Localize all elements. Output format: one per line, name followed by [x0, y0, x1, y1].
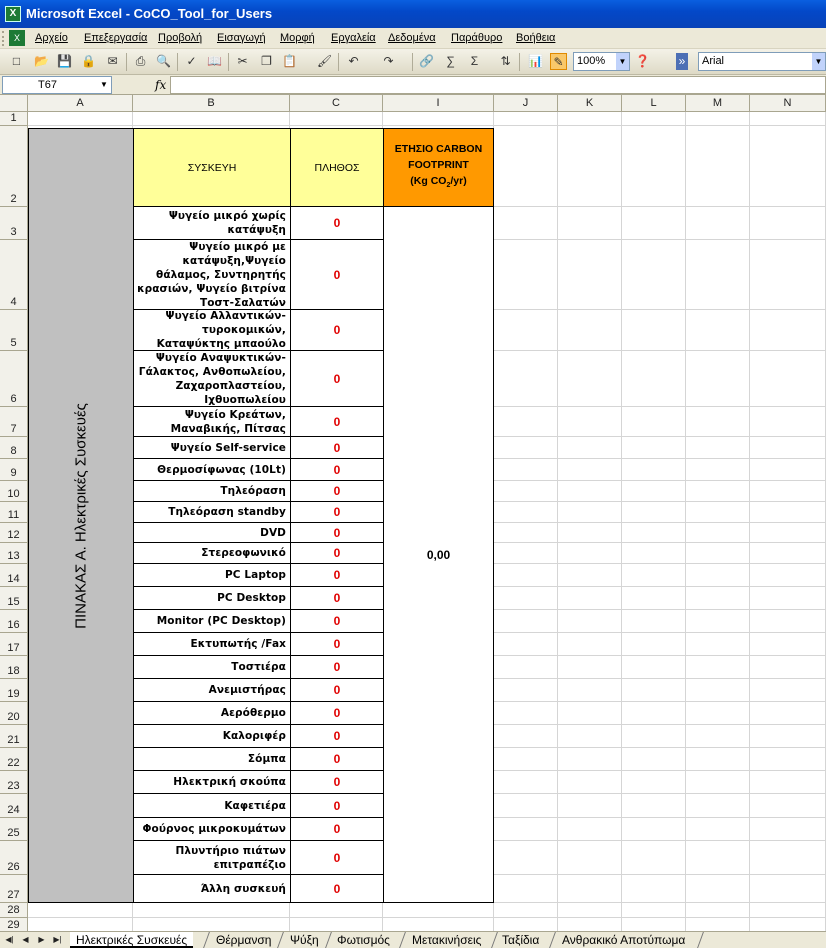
device-name-cell [133, 609, 291, 633]
row-header-24[interactable] [0, 794, 28, 818]
worksheet-grid[interactable] [0, 95, 826, 931]
row-number: 3 [10, 226, 17, 238]
permission-icon[interactable]: 🔒 [81, 54, 96, 68]
quantity-cell[interactable] [290, 609, 384, 633]
device-name-cell [133, 747, 291, 771]
header-carbon-footprint [383, 128, 494, 207]
column-header-m[interactable]: M [686, 95, 750, 112]
device-name-cell [133, 542, 291, 564]
gridline-horizontal [28, 917, 826, 918]
gridline-horizontal [28, 125, 826, 126]
device-name: Σόμπα [247, 753, 286, 765]
device-name: Τηλεόραση standby [168, 506, 286, 518]
hyperlink-icon[interactable]: 🔗 [419, 54, 434, 68]
row-header-16[interactable] [0, 610, 28, 633]
device-name: Ψυγείο Κρεάτων, Μαναβικής, Πίτσας [170, 408, 286, 435]
menu-grip-handle[interactable] [2, 31, 5, 46]
device-name: PC Laptop [225, 569, 286, 581]
toolbar-options-icon[interactable]: » [676, 53, 688, 70]
row-number: 19 [7, 688, 20, 700]
row-header-11[interactable] [0, 502, 28, 523]
quantity-cell[interactable] [290, 632, 384, 656]
row-header-21[interactable] [0, 725, 28, 748]
side-label-box [28, 128, 134, 903]
quantity-cell[interactable] [290, 309, 384, 351]
font-value: Arial [702, 55, 725, 67]
quantity-value: 0 [333, 414, 341, 429]
device-name: Ηλεκτρική σκούπα [173, 776, 286, 788]
name-box[interactable] [2, 76, 112, 94]
quantity-cell[interactable] [290, 817, 384, 841]
redo-icon[interactable]: ↷ [383, 54, 394, 68]
device-name-cell [133, 701, 291, 725]
quantity-cell[interactable] [290, 840, 384, 875]
quantity-cell[interactable] [290, 724, 384, 748]
quantity-cell[interactable] [290, 542, 384, 564]
name-box-value: T67 [38, 79, 57, 91]
quantity-cell[interactable] [290, 350, 384, 407]
quantity-value: 0 [333, 505, 341, 519]
sheet-tab-trips[interactable]: Ταξίδια [502, 933, 540, 947]
row-number: 17 [7, 642, 20, 654]
save-icon[interactable]: 💾 [57, 54, 72, 68]
quantity-cell[interactable] [290, 501, 384, 523]
row-header-2[interactable] [0, 126, 28, 207]
row-number: 11 [7, 509, 20, 521]
device-name: Καλοριφέρ [222, 730, 286, 742]
menu-data[interactable]: Δεδομένα [388, 32, 436, 44]
quantity-value: 0 [333, 216, 341, 230]
quantity-value: 0 [333, 591, 341, 605]
menu-view[interactable]: Προβολή [158, 32, 203, 44]
device-name: Θερμοσίφωνας (10Lt) [157, 463, 286, 476]
device-name-cell [133, 480, 291, 502]
device-name-cell [133, 817, 291, 841]
row-number: 20 [7, 711, 20, 723]
copy-icon[interactable]: ❐ [261, 54, 272, 68]
row-header-1[interactable] [0, 112, 28, 126]
header-cf-title: ΕΤΗΣΙΟ CARBON FOOTPRINT [394, 142, 483, 171]
row-number: 26 [7, 861, 20, 873]
row-header-6[interactable] [0, 351, 28, 407]
title-bar [0, 0, 826, 28]
row-header-20[interactable] [0, 702, 28, 725]
row-number: 4 [10, 296, 17, 308]
quantity-cell[interactable] [290, 522, 384, 543]
quantity-cell[interactable] [290, 770, 384, 794]
quantity-cell[interactable] [290, 563, 384, 587]
menu-file[interactable]: Αρχείο [35, 32, 68, 44]
device-name: Ανεμιστήρας [208, 684, 286, 696]
sheet-tab-bar [0, 931, 826, 948]
cut-icon[interactable]: ✂ [237, 54, 248, 68]
quantity-value: 0 [333, 371, 341, 386]
quantity-cell[interactable] [290, 406, 384, 437]
menu-format[interactable]: Μορφή [280, 32, 315, 44]
row-header-25[interactable] [0, 818, 28, 841]
format-painter-icon[interactable]: 🖌 [316, 54, 333, 68]
quantity-cell[interactable] [290, 793, 384, 818]
paste-icon[interactable]: 📋 [282, 54, 297, 68]
header-quantity-text: ΠΛΗΘΟΣ [314, 161, 360, 174]
device-name: PC Desktop [217, 592, 286, 604]
quantity-value: 0 [333, 775, 341, 789]
device-name: Ψυγείο Αλλαντικών-τυροκομικών, Καταψύκτης μπαούλο [156, 310, 286, 350]
sheet-tab-carbon-footprint[interactable]: Ανθρακικό Αποτύπωμα [562, 933, 686, 947]
device-name: DVD [260, 526, 286, 539]
sheet-tab-heating[interactable]: Θέρμανση [216, 933, 272, 947]
quantity-cell[interactable] [290, 678, 384, 702]
next-sheet-icon[interactable]: ▶ [38, 935, 45, 944]
device-name: Ψυγείο μικρό με κατάψυξη,Ψυγείο θάλαμος, Συντηρητής κρασιών, Ψυγείο βιτρίνα Τοστ-Σαλατών [137, 240, 286, 309]
menu-bar [0, 28, 826, 49]
formula-input[interactable] [170, 76, 826, 94]
device-name-cell [133, 350, 291, 407]
menu-edit[interactable]: Επεξεργασία [84, 32, 148, 44]
device-name-cell [133, 632, 291, 656]
quantity-value: 0 [333, 706, 341, 720]
row-number: 29 [7, 919, 20, 931]
quantity-cell[interactable] [290, 747, 384, 771]
row-number: 21 [7, 734, 20, 746]
chevron-down-icon[interactable]: ▼ [100, 80, 108, 89]
column-header-b[interactable]: B [133, 95, 290, 112]
undo-icon[interactable]: ↶ [348, 54, 359, 68]
row-header-3[interactable] [0, 207, 28, 240]
header-device-text: ΣΥΣΚΕΥΗ [187, 161, 237, 174]
menu-help[interactable]: Βοήθεια [516, 32, 556, 44]
device-name-cell [133, 309, 291, 351]
side-label-text: ΠΙΝΑΚΑΣ Α. Ηλεκτρικές Συσκευές [72, 402, 90, 629]
row-number: 7 [10, 423, 17, 435]
sheet-tab-electrical[interactable]: Ηλεκτρικές Συσκευές [70, 932, 193, 948]
quantity-cell[interactable] [290, 586, 384, 610]
row-header-27[interactable] [0, 875, 28, 903]
last-sheet-icon[interactable]: ▶| [53, 935, 62, 944]
row-header-22[interactable] [0, 748, 28, 771]
row-number: 18 [7, 665, 20, 677]
header-cf-unit-pre: (Kg CO [410, 174, 447, 187]
header-cf-unit [410, 173, 466, 194]
sheet-tab-lighting[interactable]: Φωτισμός [337, 933, 390, 947]
quantity-value: 0 [333, 683, 341, 697]
font-select[interactable] [698, 52, 826, 71]
row-number: 1 [10, 112, 17, 124]
select-all-corner[interactable] [0, 95, 28, 112]
device-name: Αερόθερμο [220, 707, 286, 719]
row-number: 24 [7, 804, 20, 816]
row-header-4[interactable] [0, 240, 28, 310]
quantity-value: 0 [333, 637, 341, 651]
row-number: 9 [10, 467, 17, 479]
zoom-value: 100% [577, 55, 606, 67]
quantity-cell[interactable] [290, 655, 384, 679]
row-number: 8 [10, 445, 17, 457]
quantity-cell[interactable] [290, 458, 384, 481]
row-header-9[interactable] [0, 459, 28, 481]
device-name: Monitor (PC Desktop) [156, 615, 286, 627]
device-name-cell [133, 655, 291, 679]
quantity-value: 0 [333, 484, 341, 498]
row-header-29[interactable] [0, 918, 28, 931]
quantity-value: 0 [333, 752, 341, 766]
row-number: 5 [10, 337, 17, 349]
new-icon[interactable]: □ [12, 54, 21, 68]
row-number: 22 [7, 757, 20, 769]
quantity-value: 0 [333, 614, 341, 628]
quantity-cell[interactable] [290, 436, 384, 459]
quantity-value: 0 [333, 267, 341, 282]
quantity-value: 0 [333, 568, 341, 582]
quantity-value: 0 [333, 525, 341, 540]
prev-sheet-icon[interactable]: ◀ [22, 935, 29, 944]
quantity-cell[interactable] [290, 480, 384, 502]
device-name: Άλλη συσκευή [200, 882, 286, 895]
quantity-cell[interactable] [290, 701, 384, 725]
row-number: 23 [7, 780, 20, 792]
workbook-icon[interactable]: X [9, 30, 25, 46]
row-number: 15 [7, 596, 20, 608]
row-number: 14 [7, 573, 20, 585]
row-header-18[interactable] [0, 656, 28, 679]
chevron-down-icon[interactable]: ▼ [812, 53, 825, 70]
row-header-23[interactable] [0, 771, 28, 794]
row-header-8[interactable] [0, 437, 28, 459]
carbon-footprint-total-cell [383, 206, 494, 903]
device-name: Φούρνος μικροκυμάτων [142, 823, 286, 835]
quantity-value: 0 [333, 729, 341, 743]
row-header-13[interactable] [0, 543, 28, 564]
row-number: 27 [7, 889, 20, 901]
row-header-17[interactable] [0, 633, 28, 656]
device-name-cell [133, 586, 291, 610]
zoom-select[interactable] [573, 52, 630, 71]
chevron-down-icon[interactable]: ▼ [616, 53, 629, 70]
row-number: 2 [10, 193, 17, 205]
device-name-cell [133, 458, 291, 481]
menu-tools[interactable]: Εργαλεία [331, 32, 376, 44]
quantity-value: 0 [333, 822, 341, 836]
row-number: 16 [7, 619, 20, 631]
header-cf-unit-sub: 2 [446, 182, 451, 190]
formula-bar [0, 75, 826, 95]
column-header-i[interactable]: I [383, 95, 494, 112]
device-name: Πλυντήριο πιάτων επιτραπέζιο [175, 844, 286, 871]
sum-icon[interactable]: ∑ [446, 54, 455, 68]
device-name: Ψυγείο Self-service [170, 441, 286, 454]
first-sheet-icon[interactable]: ◀| [5, 935, 14, 944]
header-cf-unit-post: /yr) [450, 174, 467, 187]
chart-wizard-icon[interactable]: 📊 [528, 54, 543, 68]
print-icon[interactable]: ⎙ [135, 54, 146, 68]
column-header-n[interactable]: N [750, 95, 826, 112]
device-name-cell [133, 840, 291, 875]
column-header-l[interactable]: L [622, 95, 686, 112]
device-name-cell [133, 206, 291, 240]
menu-window[interactable]: Παράθυρο [451, 32, 503, 44]
row-header-12[interactable] [0, 523, 28, 543]
quantity-value: 0 [333, 462, 341, 477]
open-icon[interactable]: 📂 [34, 54, 49, 68]
column-header-c[interactable]: C [290, 95, 383, 112]
device-name-cell [133, 770, 291, 794]
window-title: Microsoft Excel - CoCO_Tool_for_Users [26, 6, 273, 21]
device-name-cell [133, 874, 291, 903]
row-header-15[interactable] [0, 587, 28, 610]
standard-toolbar [0, 49, 826, 75]
device-name-cell [133, 501, 291, 523]
row-number: 13 [7, 550, 20, 562]
excel-app-icon[interactable]: X [5, 6, 21, 22]
quantity-value: 0 [333, 660, 341, 674]
row-header-10[interactable] [0, 481, 28, 502]
header-quantity [290, 128, 384, 207]
row-header-7[interactable] [0, 407, 28, 437]
quantity-cell[interactable] [290, 874, 384, 903]
quantity-value: 0 [333, 323, 341, 337]
spelling-icon[interactable]: ✓ [186, 54, 197, 68]
row-number: 10 [7, 488, 20, 500]
quantity-value: 0 [333, 881, 341, 896]
device-name: Καφετιέρα [224, 799, 286, 812]
quantity-cell[interactable] [290, 206, 384, 240]
column-header-k[interactable]: K [558, 95, 622, 112]
device-name-cell [133, 793, 291, 818]
row-header-26[interactable] [0, 841, 28, 875]
row-header-5[interactable] [0, 310, 28, 351]
column-header-j[interactable]: J [494, 95, 558, 112]
device-name-cell [133, 239, 291, 310]
row-number: 6 [10, 393, 17, 405]
row-header-19[interactable] [0, 679, 28, 702]
quantity-value: 0 [333, 798, 341, 813]
column-header-a[interactable]: A [28, 95, 133, 112]
row-number: 12 [7, 529, 20, 541]
research-icon[interactable]: 📖 [207, 54, 222, 68]
quantity-value: 0 [333, 440, 341, 455]
help-icon[interactable]: ❓ [635, 54, 650, 68]
device-name-cell [133, 436, 291, 459]
quantity-value: 0 [333, 546, 341, 560]
quantity-cell[interactable] [290, 239, 384, 310]
insert-function-icon[interactable]: fx [155, 78, 167, 92]
row-number: 28 [7, 904, 20, 916]
sheet-tab-cooling[interactable]: Ψύξη [290, 933, 319, 947]
device-name: Ψυγείο Αναψυκτικών-Γάλακτος, Ανθοπωλείου, Ζαχαροπλαστείου, Ιχθυοπωλείου [138, 351, 286, 406]
device-name: Στερεοφωνικό [201, 547, 286, 559]
row-number: 25 [7, 827, 20, 839]
device-name: Ψυγείο μικρό χωρίς κατάψυξη [168, 210, 286, 236]
device-name: Τοστιέρα [231, 661, 286, 673]
device-name-cell [133, 522, 291, 543]
row-header-28[interactable] [0, 903, 28, 918]
email-icon[interactable]: ✉ [107, 54, 118, 68]
menu-insert[interactable]: Εισαγωγή [217, 32, 266, 44]
quantity-value: 0 [333, 850, 341, 865]
device-name-cell [133, 724, 291, 748]
autosum-icon[interactable]: Σ [470, 54, 479, 68]
device-name-cell [133, 563, 291, 587]
device-name: Τηλεόραση [220, 485, 286, 497]
carbon-footprint-total: 0,00 [426, 547, 451, 562]
sort-ascending-icon[interactable]: ⇅ [500, 54, 511, 68]
row-header-14[interactable] [0, 564, 28, 587]
print-preview-icon[interactable]: 🔍 [156, 54, 171, 68]
device-name-cell [133, 678, 291, 702]
device-name-cell [133, 406, 291, 437]
header-device [133, 128, 291, 207]
device-name: Εκτυπωτής /Fax [190, 638, 286, 650]
drawing-icon[interactable]: ✎ [550, 53, 567, 70]
sheet-tab-travel[interactable]: Μετακινήσεις [412, 933, 482, 947]
